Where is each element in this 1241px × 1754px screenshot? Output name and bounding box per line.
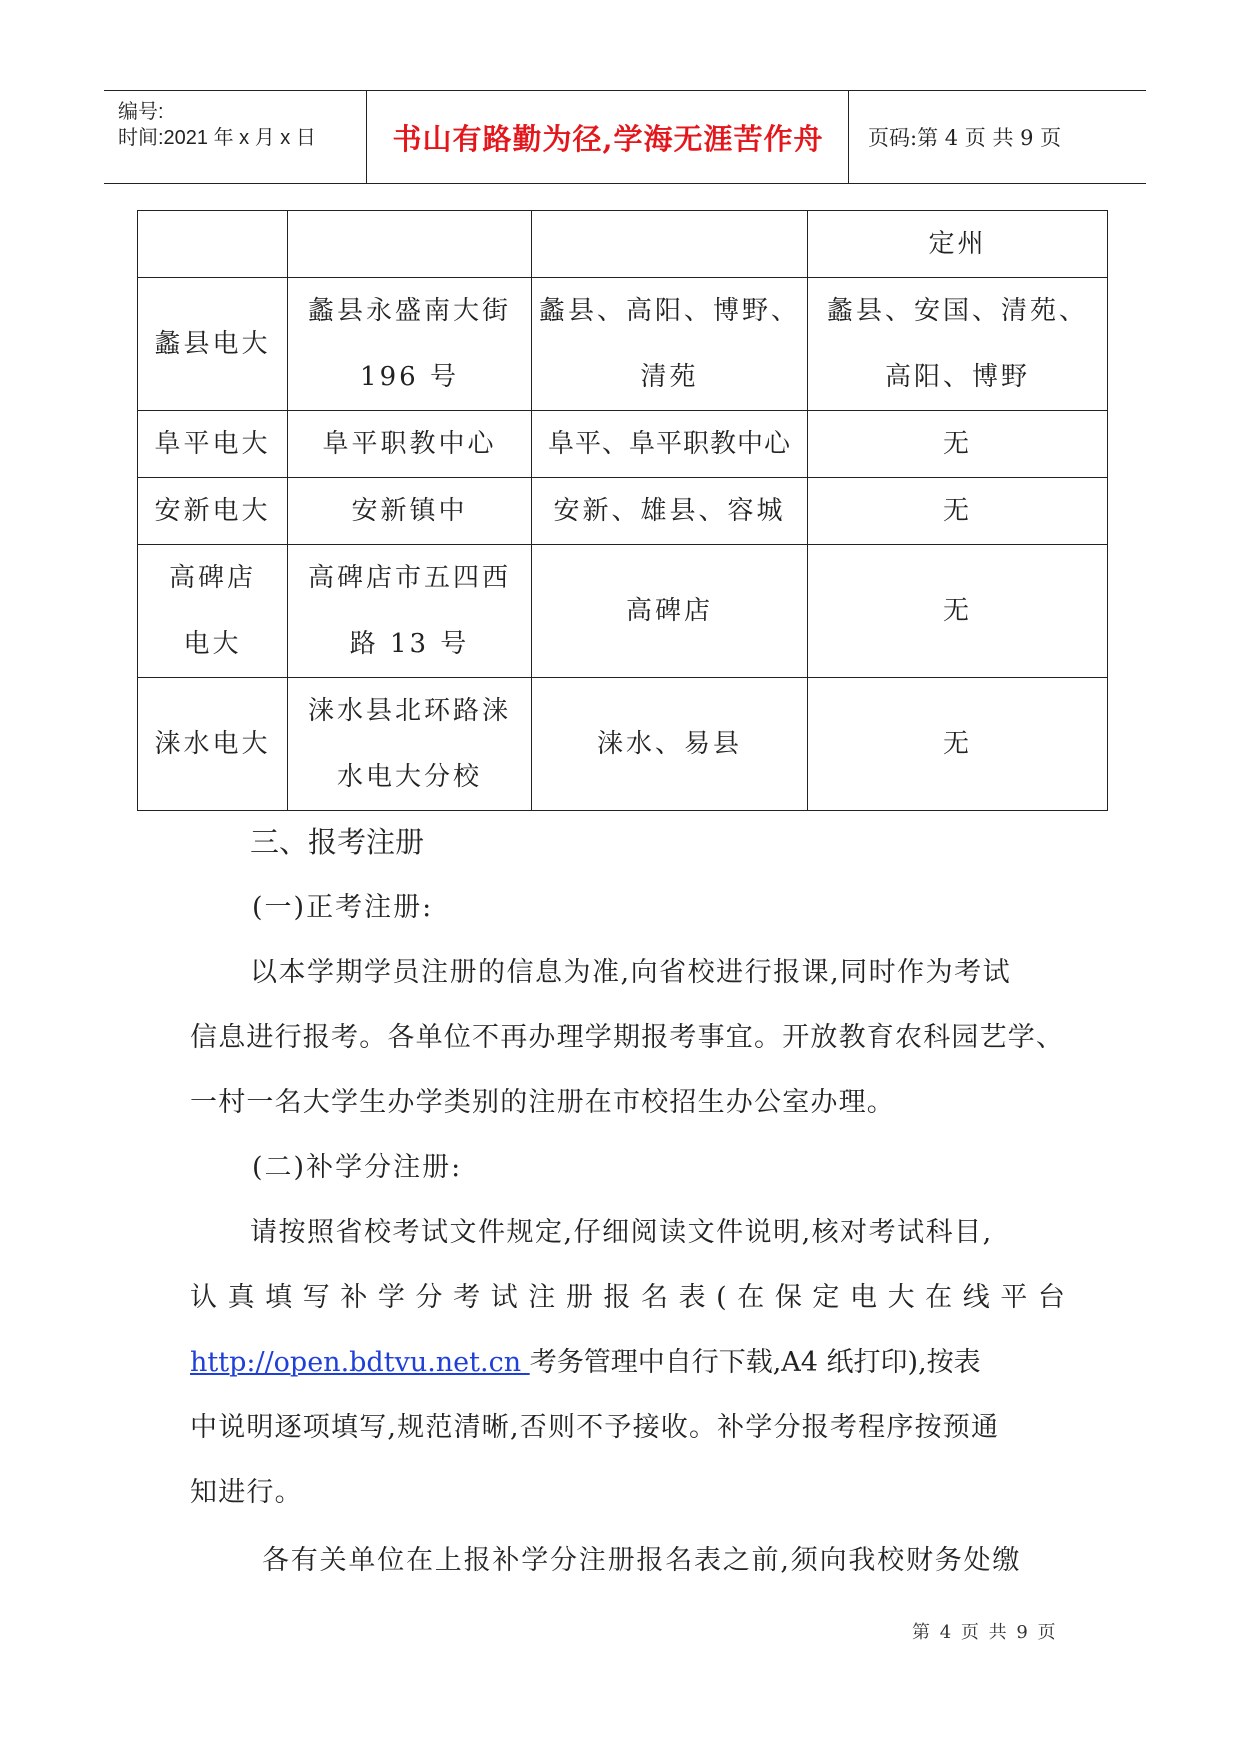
paragraph-line: 信息进行报考。各单位不再办理学期报考事宜。开放教育农科园艺学、 [190,1022,1065,1053]
table-cell [288,545,532,678]
table-cell [808,411,1108,478]
cell-text: 无 [942,429,972,459]
table-cell [532,411,808,478]
table-row [138,211,1108,278]
cell-text: 涞水电大 [154,729,271,759]
paragraph-line: 知进行。 [190,1477,303,1508]
cell-text: 196 号 [360,362,459,392]
paragraph-line: 请按照省校考试文件规定,仔细阅读文件说明,核对考试科目, [250,1217,993,1248]
header-page-cell [850,91,1146,183]
platform-link[interactable]: http://open.bdtvu.net.cn [190,1347,530,1378]
table-cell [532,545,808,678]
cell-text: 高碑店市五四西 [307,563,511,593]
cell-text: 阜平、阜平职教中心 [547,429,791,459]
cell-text: 阜平电大 [154,429,271,459]
cell-text: 高碑店 [168,563,256,593]
paragraph-line-rest: 考务管理中自行下载,A4 纸打印),按表 [529,1347,981,1378]
table-cell [808,478,1108,545]
doc-time-label: 时间:2021 年 x 月 x 日 [118,127,316,149]
branch-table [137,210,1108,811]
table-cell [532,478,808,545]
cell-text: 安新镇中 [351,496,468,526]
table-cell [288,411,532,478]
page-info: 页码:第 4 页 共 9 页 [868,126,1062,150]
subsection-heading: (二)补学分注册: [252,1152,463,1183]
table-row [138,278,1108,411]
cell-text: 清苑 [640,362,699,392]
table-cell [288,211,532,278]
table-row [138,478,1108,545]
table-cell [808,211,1108,278]
cell-text: 蠡县电大 [154,329,271,359]
table-cell [288,478,532,545]
header-motto-cell [368,91,849,183]
cell-text: 安新、雄县、容城 [553,496,786,526]
table-cell [138,278,288,411]
cell-text: 路 13 号 [349,629,470,659]
table-row [138,678,1108,811]
doc-number-label: 编号: [118,101,164,123]
table-cell [532,278,808,411]
cell-text: 安新电大 [154,496,271,526]
cell-text: 蠡县永盛南大街 [307,296,511,326]
table-cell [288,278,532,411]
cell-text: 无 [942,496,972,526]
header-meta-cell [104,91,367,183]
cell-text: 无 [942,596,972,626]
cell-text: 电大 [183,629,242,659]
paragraph-line: 认 真 填 写 补 学 分 考 试 注 册 报 名 表 ( 在 保 定 电 大 在 线 平 台 [190,1282,1066,1313]
table-cell [138,411,288,478]
cell-text: 定州 [928,229,987,259]
table-cell [138,478,288,545]
table-cell [288,678,532,811]
document-header [104,90,1146,184]
cell-text: 涞水县北环路涞 [307,696,511,726]
subsection-heading: (一)正考注册: [252,892,434,923]
table-cell [138,678,288,811]
paragraph-line: 各有关单位在上报补学分注册报名表之前,须向我校财务处缴 [262,1545,1022,1576]
table-cell [808,278,1108,411]
table-cell [532,678,808,811]
table-cell [808,545,1108,678]
paragraph-line: 以本学期学员注册的信息为准,向省校进行报课,同时作为考试 [250,957,1012,988]
paragraph-line: 中说明逐项填写,规范清晰,否则不予接收。补学分报考程序按预通 [190,1412,1000,1443]
table-cell [138,545,288,678]
table-row [138,411,1108,478]
cell-text: 水电大分校 [336,762,482,792]
paragraph-line: 一村一名大学生办学类别的注册在市校招生办公室办理。 [190,1087,895,1118]
table-cell [532,211,808,278]
motto-text: 书山有路勤为径,学海无涯苦作舟 [392,121,824,156]
paragraph-line [190,1340,981,1379]
cell-text: 蠡县、高阳、博野、 [538,296,800,326]
cell-text: 阜平职教中心 [322,429,497,459]
table-cell [138,211,288,278]
table-row [138,545,1108,678]
cell-text: 无 [942,729,972,759]
cell-text: 涞水、易县 [596,729,742,759]
table-cell [808,678,1108,811]
page-footer: 第 4 页 共 9 页 [912,1622,1058,1643]
section-heading: 三、报考注册 [250,827,425,859]
cell-text: 高碑店 [625,596,713,626]
cell-text: 高阳、博野 [884,362,1030,392]
cell-text: 蠡县、安国、清苑、 [826,296,1088,326]
